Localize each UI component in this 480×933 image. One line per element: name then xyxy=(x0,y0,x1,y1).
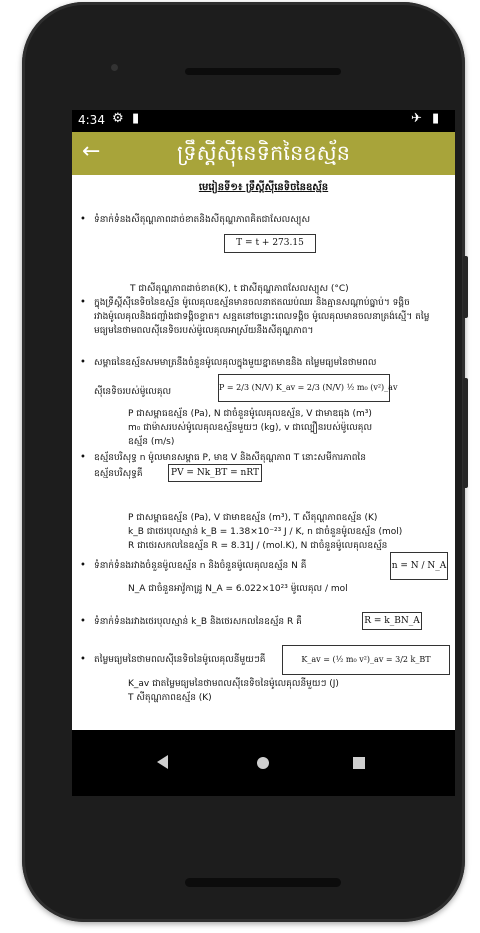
bullet4-text: ឧស្ម័នបរិសុទ្ធ n ម៉ូលមានសម្ពាធ P, មាឌ V និងសីតុណ្ហភាព T នោះសមីការភាពនៃ xyxy=(94,453,366,463)
power-button xyxy=(463,378,468,488)
bullet-icon: • xyxy=(80,654,86,665)
status-time: 4:34 xyxy=(78,113,105,127)
bottom-speaker xyxy=(185,878,341,887)
formula-box-kinetic-energy: K_av = (½ m₀ v²)_av = 3/2 k_BT xyxy=(282,645,450,675)
bullet3-text: សម្ពាធនៃឧស្ម័នសមមាត្រនឹងចំនួនម៉ូលេគុលក្នុងមួយខ្នាតមាឌនិង តម្លៃមធ្យមនៃថាមពល xyxy=(94,358,377,368)
screen xyxy=(72,110,455,796)
bullet3-note-1: P ជាសម្ពាធឧស្ម័ន (Pa), N ជាចំនួនម៉ូលេគុលឧស្ម័ន, V ជាមាឌធុង (m³) xyxy=(128,409,372,419)
bullet3-note-2: m₀ ជាម៉ាសរបស់ម៉ូលេគុលឧស្ម័នមួយៗ (kg), v ជាល្បឿនរបស់ម៉ូលេគុល xyxy=(128,423,373,433)
bullet6-text: ទំនាក់ទំនងរវាងថេរបុលស្មាន់ k_B និងថេរសកលនៃឧស្ម័ន R គឺ xyxy=(94,617,302,627)
volume-button xyxy=(463,256,468,318)
bullet2-text: ក្នុងទ្រឹស្ដីស៊ីនេទិចនៃឧស្ម័ន ម៉ូលេគុលឧស្ម័នមានចលនាឥតឈប់ឈរ និងគ្មានសណ្ដាប់ធ្នាប់។ ទង្គិចរវាងម៉ូលេគុលនិងជញ្ជាំងជាទង្គិចខ្ទាត។ សន្មតនៅចន្លោះពេលទង្គិច ម៉ូលេគុលមានចលនាត្រង់ស្មើ។ តម្លៃមធ្យមនៃថាមពលស៊ីនេទិចរបស់ម៉ូលេគុលអាស្រ័យនឹងសីតុណ្ហភាព។ xyxy=(94,298,430,336)
bullet-icon: • xyxy=(80,616,86,627)
nav-back-icon[interactable] xyxy=(157,755,168,769)
bullet4-note-2: k_B ជាថេរបុលស្មាន់ k_B = 1.38×10⁻²³ J / K, n ជាចំនួនម៉ូលឧស្ម័ន (mol) xyxy=(128,527,403,537)
bullet5-note: N_A ជាចំនួនអាវ៉ូកាដ្រូ N_A = 6.022×10²³ ម៉ូលេគុល / mol xyxy=(128,584,348,594)
bullet5-text: ទំនាក់ទំនងរវាងចំនួនម៉ូលឧស្ម័ន n និងចំនួនម៉ូលេគុលឧស្ម័ន N គឺ xyxy=(94,561,307,571)
formula-box-ideal-gas: PV = Nk_BT = nRT xyxy=(168,464,262,482)
arrow-back-icon[interactable]: ← xyxy=(82,139,101,164)
nav-home-icon[interactable] xyxy=(257,757,269,769)
earpiece-speaker xyxy=(185,68,341,75)
bullet-icon: • xyxy=(80,357,86,368)
camera-icon xyxy=(111,64,118,71)
phone-frame xyxy=(22,2,465,922)
gear-icon: ⚙ xyxy=(112,111,124,126)
bullet3-note-3: ឧស្ម័ន (m/s) xyxy=(128,437,175,447)
lesson-content[interactable] xyxy=(72,175,455,730)
bullet1-note: T ជាសីតុណ្ហភាពដាច់ខាត(K), t ជាសីតុណ្ហភាពសែលស្យុស (°C) xyxy=(130,284,349,294)
bullet7-note-2: T សីតុណ្ហភាពឧស្ម័ន (K) xyxy=(128,693,212,703)
status-bar xyxy=(72,110,455,132)
bullet7-note-1: K_av ជាតម្លៃមធ្យមនៃថាមពលស៊ីនេទិចនៃម៉ូលេគុលនីមួយៗ (J) xyxy=(128,679,339,689)
lesson-heading: មេរៀនទី១៖ ទ្រឹស្ដីស៊ីនេទិចនៃឧស្ម័ន xyxy=(198,182,329,193)
nav-recent-apps-icon[interactable] xyxy=(353,757,365,769)
bullet-icon: • xyxy=(80,560,86,571)
formula-box-gas-constant: R = k_BN_A xyxy=(362,612,422,630)
navigation-bar xyxy=(72,730,455,796)
formula-box-moles: n = N / N_A xyxy=(390,552,448,580)
bullet7-text: តម្លៃមធ្យមនៃថាមពលស៊ីនេទិចនៃម៉ូលេគុលនីមួយៗគឺ xyxy=(94,655,266,665)
app-title: ទ្រឹស្ដីស៊ីនេទិកនៃឧស្ម័ន xyxy=(177,141,350,165)
bullet-icon: • xyxy=(80,214,86,225)
bullet3-text-2: ស៊ីនេទិចរបស់ម៉ូលេគុល xyxy=(94,387,172,397)
battery-icon: ▮ xyxy=(432,111,440,126)
bullet4-note-3: R ជាថេរសកលនៃឧស្ម័ន R = 8.31J / (mol.K), N ជាចំនួនម៉ូលេគុលឧស្ម័ន xyxy=(128,541,388,551)
bullet-icon: • xyxy=(80,452,86,463)
formula-box-pressure: P = 2/3 (N/V) K_av = 2/3 (N/V) ½ m₀ (v²)_av xyxy=(218,374,390,402)
bullet4-note-1: P ជាសម្ពាធឧស្ម័ន (Pa), V ជាមាឌឧស្ម័ន (m³), T សីតុណ្ហភាពឧស្ម័ន (K) xyxy=(128,513,378,523)
app-bar xyxy=(72,132,455,175)
bullet4-text-2: ឧស្ម័នបរិសុទ្ធគឺ xyxy=(94,469,143,479)
sd-card-icon: ▮ xyxy=(132,111,140,126)
formula-box-temperature: T = t + 273.15 xyxy=(224,234,316,253)
bullet1-text: ទំនាក់ទំនងសីតុណ្ហភាពដាច់ខាតនិងសីតុណ្ហភាពគិតជាសែលស្យុស xyxy=(94,215,311,225)
airplane-icon: ✈ xyxy=(411,111,422,126)
bullet-icon: • xyxy=(80,297,86,308)
